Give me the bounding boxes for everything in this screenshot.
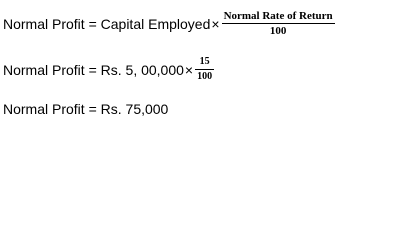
fraction-denominator: 100 [269,25,287,37]
multiply-operator: × [184,61,194,78]
substitution-lhs: Normal Profit = Rs. 5, 00,000 [3,61,184,78]
result-line [3,101,168,117]
multiply-operator: × [211,15,220,32]
result-text: Normal Profit = Rs. 75,000 [3,101,169,117]
formula-line [3,10,335,37]
fraction-denominator: 100 [197,71,213,82]
fraction-bar [195,69,214,70]
fraction-numerator: Normal Rate of Return [223,10,333,22]
rate-fraction [222,10,335,37]
fraction-numerator: 15 [199,56,210,67]
fraction-bar [222,23,335,24]
rate-value-fraction [195,56,214,83]
substitution-line [3,56,214,83]
formula-lhs: Normal Profit = Capital Employed [3,15,211,32]
